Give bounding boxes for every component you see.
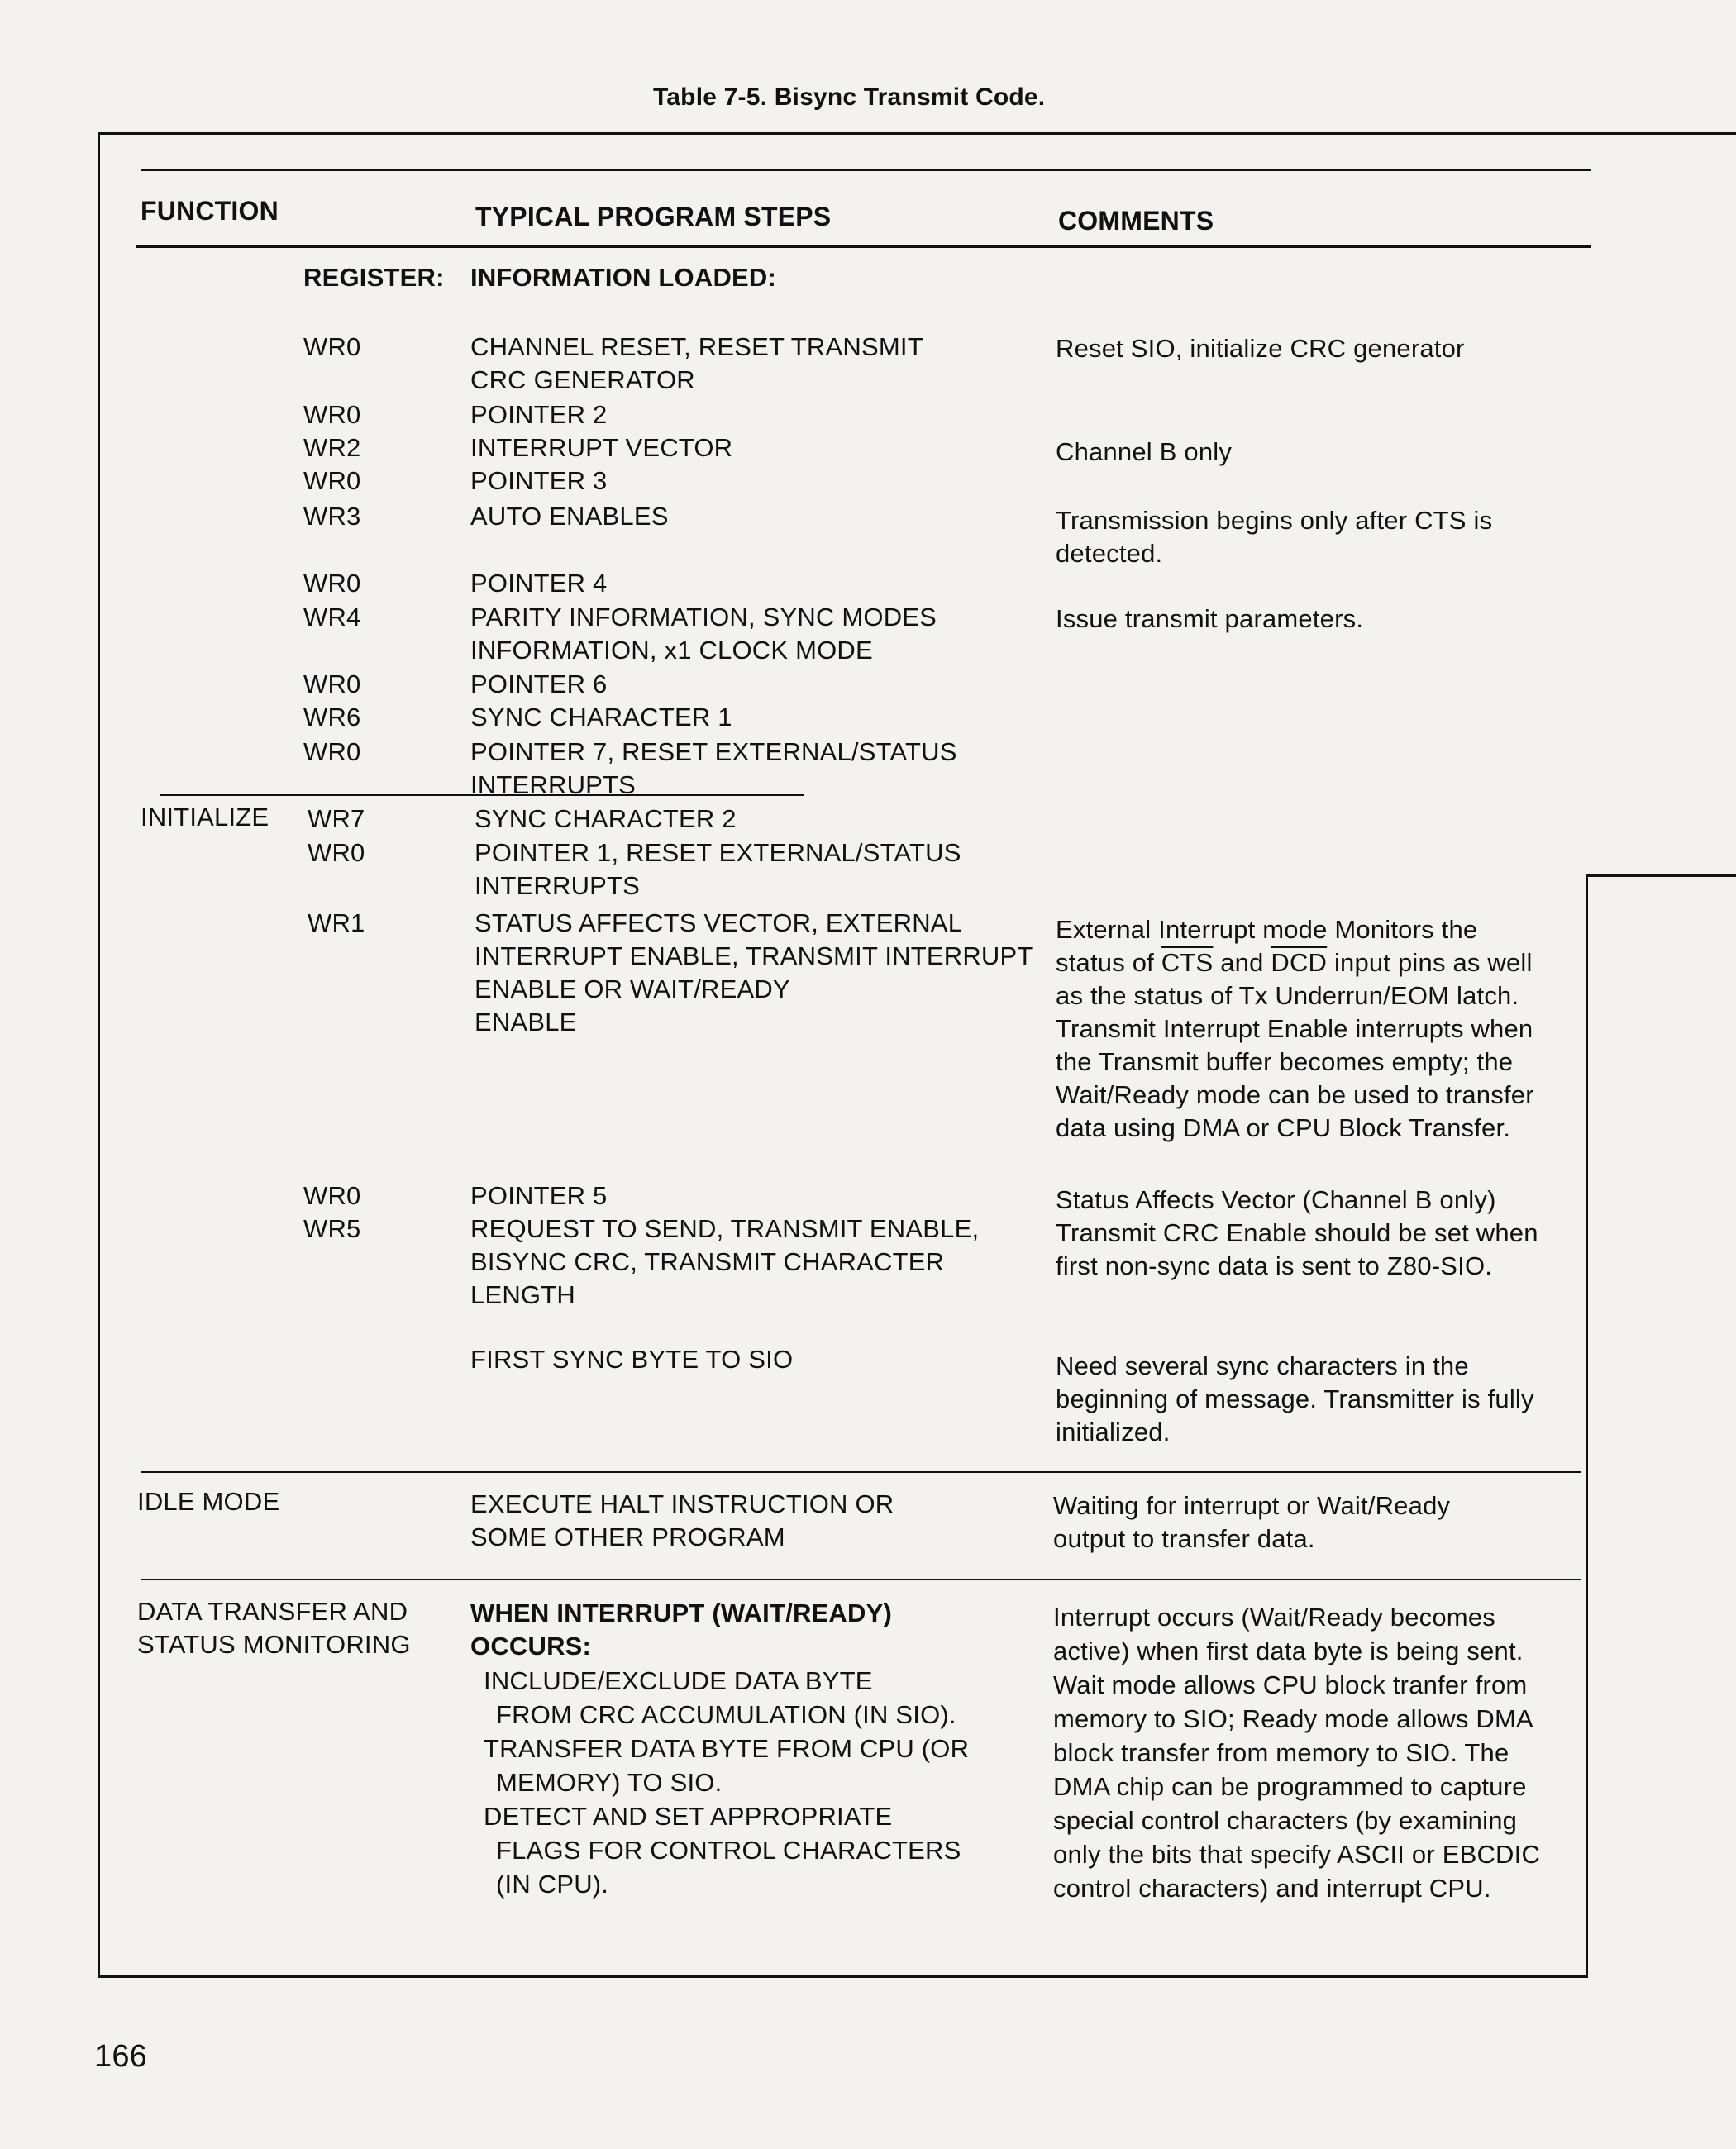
information-loaded-line: BISYNC CRC, TRANSMIT CHARACTER <box>470 1247 945 1276</box>
comment-text: input pins as well <box>1327 948 1533 977</box>
idle-comment-2: output to transfer data. <box>1053 1524 1315 1553</box>
transfer-heading-1: WHEN INTERRUPT (WAIT/READY) <box>470 1599 892 1627</box>
function-data-transfer-2: STATUS MONITORING <box>137 1630 411 1659</box>
register-label: WR6 <box>303 703 361 731</box>
comment-line: Transmit Interrupt Enable interrupts when <box>1056 1014 1533 1043</box>
function-initialize: INITIALIZE <box>141 803 269 831</box>
frame-right-step <box>1586 874 1736 877</box>
comment-line: the Transmit buffer becomes empty; the <box>1056 1047 1514 1076</box>
comment-line: Issue transmit parameters. <box>1056 604 1364 633</box>
information-loaded-line: LENGTH <box>470 1280 575 1309</box>
information-loaded-line: PARITY INFORMATION, SYNC MODES <box>470 603 937 631</box>
subheader-register: REGISTER: <box>303 263 445 292</box>
header-comments: COMMENTS <box>1058 206 1214 236</box>
information-loaded-line: CRC GENERATOR <box>470 365 695 394</box>
information-loaded-line: ENABLE <box>475 1008 577 1036</box>
page-number: 166 <box>94 2039 148 2074</box>
information-loaded-line: INTERRUPTS <box>475 871 641 900</box>
header-steps: TYPICAL PROGRAM STEPS <box>475 202 832 231</box>
comment-line: Status Affects Vector (Channel B only) <box>1056 1185 1496 1214</box>
information-loaded-line: POINTER 5 <box>470 1181 608 1210</box>
information-loaded-line: POINTER 4 <box>470 569 608 598</box>
frame-right-border <box>1586 874 1588 1977</box>
information-loaded-line: POINTER 7, RESET EXTERNAL/STATUS <box>470 737 957 766</box>
header-function: FUNCTION <box>141 196 279 226</box>
transfer-step-line: DETECT AND SET APPROPRIATE <box>484 1802 893 1831</box>
transfer-comment-line: block transfer from memory to SIO. The <box>1053 1738 1509 1767</box>
comment-line: Channel B only <box>1056 437 1233 466</box>
comment-line: Transmit CRC Enable should be set when <box>1056 1218 1538 1247</box>
frame-left-border <box>98 132 100 1977</box>
initialize-divider <box>160 794 804 796</box>
register-label: WR0 <box>303 332 361 361</box>
comment-line: Wait/Ready mode can be used to transfer <box>1056 1080 1534 1109</box>
idle-step-1: EXECUTE HALT INSTRUCTION OR <box>470 1489 894 1518</box>
table-title: Table 7-5. Bisync Transmit Code. <box>653 83 1046 111</box>
subheader-information-loaded: INFORMATION LOADED: <box>470 263 777 292</box>
idle-top-rule <box>141 1471 1581 1473</box>
comment-line: as the status of Tx Underrun/EOM latch. <box>1056 981 1519 1010</box>
transfer-comment-line: active) when first data byte is being sent. <box>1053 1637 1524 1665</box>
information-loaded-line: ENABLE OR WAIT/READY <box>475 974 790 1003</box>
transfer-comment-line: only the bits that specify ASCII or EBCDIC <box>1053 1840 1541 1869</box>
information-loaded-line: POINTER 6 <box>470 669 608 698</box>
overlined-signal: $\overline{DCD}$ <box>1271 948 1328 977</box>
frame-bottom-border <box>98 1975 1588 1978</box>
comment-line: Need several sync characters in the <box>1056 1351 1469 1380</box>
information-loaded-line: AUTO ENABLES <box>470 502 669 531</box>
transfer-comment-line: special control characters (by examining <box>1053 1806 1518 1835</box>
transfer-heading-2: OCCURS: <box>470 1632 592 1661</box>
information-loaded-line: SYNC CHARACTER 1 <box>470 703 732 731</box>
information-loaded-line: SYNC CHARACTER 2 <box>475 804 737 833</box>
transfer-step-line: MEMORY) TO SIO. <box>496 1768 723 1797</box>
transfer-comment-line: Interrupt occurs (Wait/Ready becomes <box>1053 1603 1495 1632</box>
register-label: WR0 <box>308 838 365 867</box>
comment-text: and <box>1213 948 1271 977</box>
register-label: WR0 <box>303 669 361 698</box>
register-label: WR4 <box>303 603 361 631</box>
transfer-top-rule <box>141 1579 1581 1580</box>
information-loaded-line: INTERRUPT ENABLE, TRANSMIT INTERRUPT <box>475 941 1033 970</box>
transfer-comment-line: DMA chip can be programmed to capture <box>1053 1772 1527 1801</box>
comment-line: data using DMA or CPU Block Transfer. <box>1056 1113 1511 1142</box>
register-label: WR3 <box>303 502 361 531</box>
comment-line: beginning of message. Transmitter is fully <box>1056 1384 1534 1413</box>
comment-line: detected. <box>1056 539 1163 568</box>
register-label: WR7 <box>308 804 365 833</box>
information-loaded-line: FIRST SYNC BYTE TO SIO <box>470 1345 794 1374</box>
register-label: WR0 <box>303 737 361 766</box>
comment-line: Transmission begins only after CTS is <box>1056 506 1493 535</box>
information-loaded-line: POINTER 1, RESET EXTERNAL/STATUS <box>475 838 961 867</box>
transfer-step-line: FROM CRC ACCUMULATION (IN SIO). <box>496 1700 956 1729</box>
information-loaded-line: INFORMATION, x1 CLOCK MODE <box>470 636 873 665</box>
information-loaded-line: POINTER 2 <box>470 400 608 429</box>
comment-line: initialized. <box>1056 1418 1171 1446</box>
overlined-signal: $\overline{CTS}$ <box>1161 948 1214 977</box>
register-label: WR5 <box>303 1214 361 1243</box>
transfer-comment-line: memory to SIO; Ready mode allows DMA <box>1053 1704 1533 1733</box>
transfer-comment-line: Wait mode allows CPU block tranfer from <box>1053 1670 1528 1699</box>
register-label: WR0 <box>303 1181 361 1210</box>
information-loaded-line: STATUS AFFECTS VECTOR, EXTERNAL <box>475 908 963 937</box>
comment-line: first non-sync data is sent to Z80-SIO. <box>1056 1251 1493 1280</box>
transfer-step-line: FLAGS FOR CONTROL CHARACTERS <box>496 1836 961 1865</box>
comment-text: status of <box>1056 948 1161 977</box>
frame-top-border <box>98 132 1736 135</box>
transfer-comment-line: control characters) and interrupt CPU. <box>1053 1874 1491 1903</box>
idle-step-2: SOME OTHER PROGRAM <box>470 1522 785 1551</box>
comment-line <box>1056 946 1533 979</box>
comment-line: External Interrupt mode Monitors the <box>1056 915 1478 944</box>
register-label: WR2 <box>303 433 361 462</box>
function-idle-mode: IDLE MODE <box>137 1487 280 1516</box>
information-loaded-line: REQUEST TO SEND, TRANSMIT ENABLE, <box>470 1214 980 1243</box>
information-loaded-line: CHANNEL RESET, RESET TRANSMIT <box>470 332 923 361</box>
transfer-step-line: (IN CPU). <box>496 1870 609 1899</box>
function-data-transfer-1: DATA TRANSFER AND <box>137 1597 408 1626</box>
header-bottom-rule <box>136 245 1591 248</box>
information-loaded-line: INTERRUPT VECTOR <box>470 433 733 462</box>
register-label: WR1 <box>308 908 365 937</box>
idle-comment-1: Waiting for interrupt or Wait/Ready <box>1053 1491 1451 1520</box>
information-loaded-line: INTERRUPTS <box>470 770 637 799</box>
register-label: WR0 <box>303 400 361 429</box>
register-label: WR0 <box>303 569 361 598</box>
register-label: WR0 <box>303 466 361 495</box>
transfer-step-line: TRANSFER DATA BYTE FROM CPU (OR <box>484 1734 970 1763</box>
transfer-step-line: INCLUDE/EXCLUDE DATA BYTE <box>484 1666 873 1695</box>
information-loaded-line: POINTER 3 <box>470 466 608 495</box>
comment-line: Reset SIO, initialize CRC generator <box>1056 334 1465 363</box>
header-top-rule <box>141 169 1591 171</box>
